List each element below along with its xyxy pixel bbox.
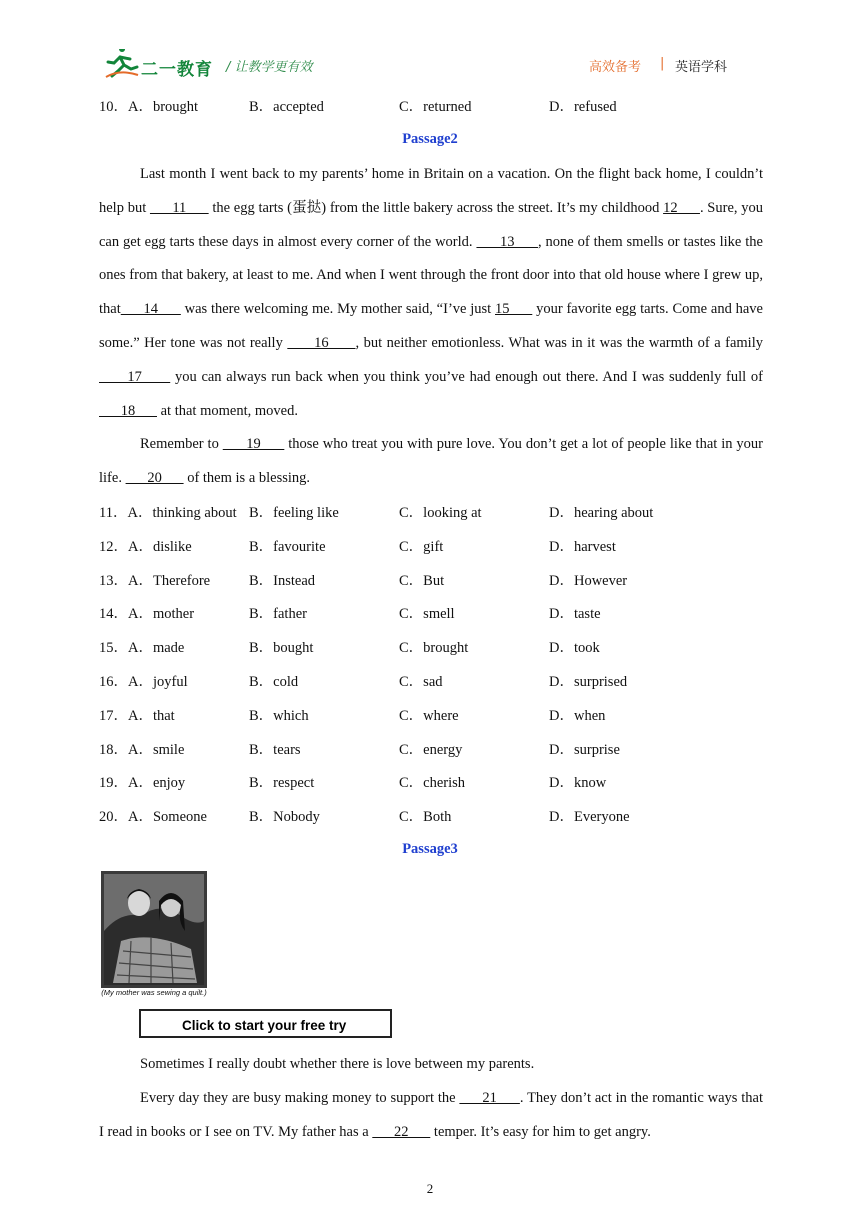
question-row [99,503,763,523]
option-d: D．surprise [549,741,620,758]
blank-13[interactable]: 13 [476,233,538,250]
blank-21[interactable]: 21 [459,1090,520,1106]
blank-17[interactable]: 17 [99,368,171,385]
running-man-logo-icon [104,49,140,79]
question-row [99,571,763,591]
option-b: B．favourite [249,538,326,555]
option-b: B．tears [249,741,301,758]
option-c: C．cherish [399,775,466,792]
option-b: B．cold [249,674,299,690]
question-10 [99,97,763,117]
question-row [99,773,763,793]
option-a: 11．A．thinking about [99,505,237,521]
option-d: D．harvest [549,538,616,555]
option-a: 19．A．enjoy [99,775,186,792]
passage-2-title: Passage2 [402,131,458,147]
option-a: 16．A．joyful [99,674,188,690]
brand-logo-text: 二一教育 [141,60,213,80]
option-b: B．father [249,606,307,623]
blank-11[interactable]: 11 [149,199,209,216]
blank-14[interactable]: 14 [120,301,181,318]
page-header [0,0,860,90]
blank-19[interactable]: 19 [222,436,285,452]
option-c: C．gift [399,538,444,555]
option-d: D．know [549,775,607,792]
question-row [99,706,763,726]
question-row [99,604,763,624]
option-d: D．refused [549,99,617,115]
option-a: 18．A．smile [99,741,185,758]
question-row [99,672,763,692]
image-caption: (My mother was sewing a quilt.) [101,988,207,997]
option-b: B．feeling like [249,505,339,521]
mother-sewing-image [101,871,207,997]
option-b: B．Nobody [249,809,320,826]
option-c: C．looking at [399,505,482,521]
option-b: B．accepted [249,99,324,115]
passage-3-paragraph-1: Sometimes I really doubt whether there is love between my parents. [140,1056,535,1072]
option-d: D．Everyone [549,809,630,826]
option-a: 14．A．mother [99,606,195,623]
question-row [99,537,763,557]
blank-22[interactable]: 22 [372,1123,431,1140]
option-d: D．took [549,640,600,657]
question-row [99,740,763,760]
passage-2-paragraph-1: Last month I went back to my parents’ home in Britain on a vacation. On the flight back home, I couldn’t help but 11 the egg tarts (蛋挞) from the little bakery across the street. It’s my childhood 12 . Sure, you can get egg tarts these days in almost every corner of the world. 13 , none of them smells or tastes like the ones from that bakery, at least to me. And when I went through the front door into that old house where I grew up, that 14 was there welcoming me. My mother said, “I’ve just 15 your favorite egg tarts. Come and have some.” Her tone was not really 16 , but neither emotionless. What was in it was the warmth of a family 17 you can always run back when you think you’ve had enough out there. And I was suddenly full of 18 at that moment, moved. [99,166,763,419]
free-try-button[interactable]: Click to start your free try [139,1009,392,1038]
header-separator: | [660,56,665,71]
option-d: D．taste [549,606,601,623]
option-b: B．bought [249,640,314,657]
header-subject: 英语学科 [675,60,728,75]
passage-2-paragraph-2: Remember to 19 those who treat you with pure love. You don’t get a lot of people like that in your life. 20 of them is a blessing. [99,436,764,486]
option-a: 10．A．brought [99,99,199,115]
passage-3-paragraph-2: Every day they are busy making money to support the 21 . They don’t act in the romantic ways that I read in books or I see on TV. My father has a 22 temper. It’s easy for him to get angry. [99,1090,763,1140]
question-row [99,807,763,827]
page-number: 2 [426,1181,434,1196]
option-c: C．Both [399,809,452,826]
option-b: B．which [249,707,309,724]
blank-18[interactable]: 18 [99,402,157,419]
option-a: 20．A．Someone [99,809,207,826]
blank-15[interactable]: 15 [495,301,533,318]
option-d: D．However [549,572,628,589]
option-d: D．when [549,707,606,724]
option-d: D．surprised [549,674,628,690]
option-c: C．But [399,572,445,589]
blank-16[interactable]: 16 [287,334,356,351]
blank-20[interactable]: 20 [125,469,184,486]
option-c: C．returned [399,99,472,115]
option-c: C．brought [399,640,469,657]
option-a: 15．A．made [99,640,185,657]
option-a: 13．A．Therefore [99,572,211,589]
brand-slogan: / 让教学更有效 [226,60,313,75]
option-c: C．where [399,707,459,724]
option-c: C．sad [399,674,443,690]
header-label: 高效备考 [589,60,642,75]
option-d: D．hearing about [549,505,654,521]
option-b: B．respect [249,775,315,792]
question-row [99,638,763,658]
option-a: 17．A．that [99,707,175,724]
option-c: C．smell [399,606,455,623]
passage-3-title: Passage3 [402,841,458,857]
option-a: 12．A．dislike [99,538,192,555]
blank-12[interactable]: 12 [663,199,700,216]
option-c: C．energy [399,741,463,758]
option-b: B．Instead [249,572,316,589]
